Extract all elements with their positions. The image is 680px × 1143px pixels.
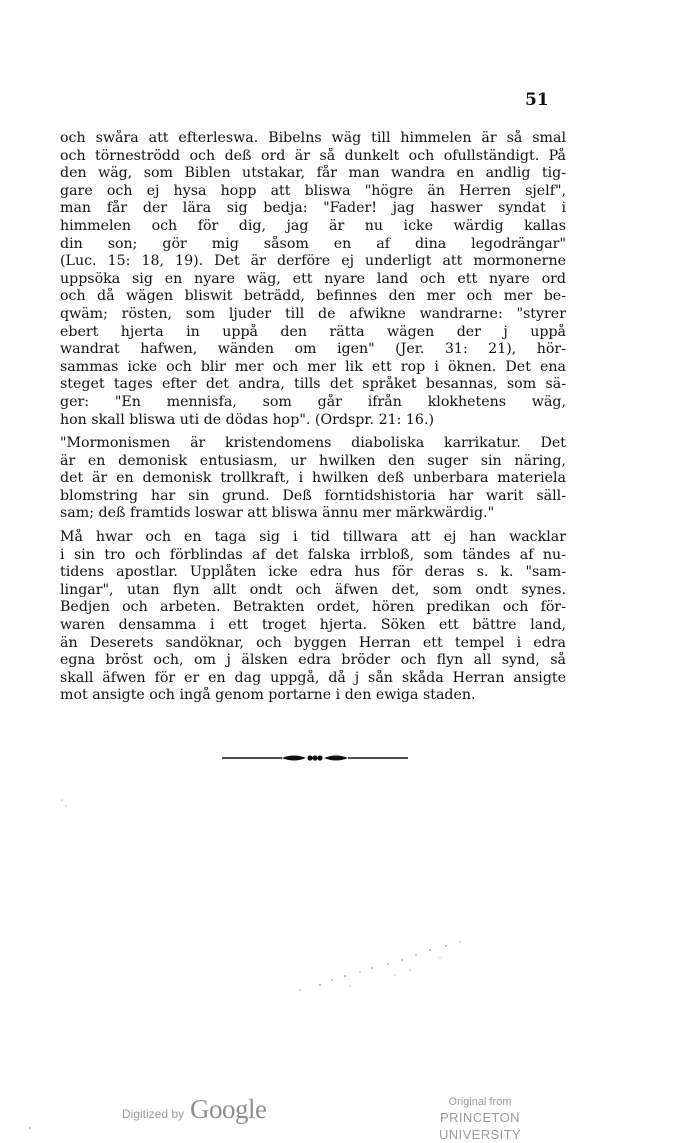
text-line: tidens apostlar. Upplåten icke edra hus för deras s. k. "sam- bbox=[60, 564, 566, 581]
text-line: himmelen och för dig, jag är nu icke wärdig kallas bbox=[60, 217, 566, 234]
text-line: och törneströdd och deß ord är så dunkelt och ofullständigt. På bbox=[60, 147, 566, 164]
text-line: det är en demonisk trollkraft, i hwilken deß unberbara materiela bbox=[60, 470, 566, 487]
text-line: din son; gör mig såsom en af dina legodrängar" bbox=[60, 235, 566, 252]
original-from-label: Original from bbox=[448, 1096, 512, 1108]
text-line: och swåra att efterleswa. Bibelns wäg till himmelen är så smal bbox=[60, 130, 566, 146]
text-line: i sin tro och förblindas af det falska irrbloß, som tändes af nu- bbox=[60, 546, 566, 563]
text-line: den wäg, som Biblen utstakar, får man wandra en andlig tig- bbox=[60, 165, 566, 182]
text-line: egna bröst och, om j älsken edra bröder och flyn all synd, så bbox=[60, 652, 566, 669]
text-line: än Deserets sandöknar, och byggen Herran ett tempel i edra bbox=[60, 634, 566, 651]
text-line: mot ansigte och ingå genom portarne i den ewiga staden. bbox=[60, 687, 476, 704]
text-line: man får der lära sig bedja: "Fader! jag haswer syndat i bbox=[60, 200, 566, 217]
text-line: är en demonisk entusiasm, ur hwilken den suger sin näring, bbox=[60, 452, 566, 469]
paragraph bbox=[60, 435, 566, 523]
text-line: blomstring har sin grund. Deß forntidshistoria har warit säll- bbox=[60, 487, 566, 504]
digitized-by-watermark bbox=[122, 1094, 267, 1125]
text-line: hon skall bliswa uti de dödas hop". (Ordspr. 21: 16.) bbox=[60, 411, 435, 428]
text-line: lingar", utan flyn allt ondt och äfwen det, som ondt synes. bbox=[60, 581, 566, 598]
page-number: 51 bbox=[525, 90, 549, 110]
text-line: "Mormonismen är kristendomens diaboliska karrikatur. Det bbox=[60, 435, 566, 452]
text-line: Må hwar och en taga sig i tid tillwara att ej han wacklar bbox=[60, 529, 566, 546]
google-logo: Google bbox=[190, 1094, 267, 1124]
text-line: waren densamma i ett troget hjerta. Söken ett bättre land, bbox=[60, 617, 566, 634]
text-line: och då wägen bliswit beträdd, befinnes den mer och mer be- bbox=[60, 288, 566, 305]
ornament-divider bbox=[222, 750, 408, 766]
text-line: ebert hjerta in uppå den rätta wägen der j uppå bbox=[60, 323, 566, 340]
text-line: Bedjen och arbeten. Betrakten ordet, hören predikan och för- bbox=[60, 599, 566, 616]
paragraph bbox=[60, 529, 566, 705]
paragraph bbox=[60, 130, 566, 429]
text-line: sam; deß framtids loswar att bliswa ännu mer märkwärdig." bbox=[60, 505, 495, 522]
university-label: PRINCETON UNIVERSITY bbox=[438, 1110, 521, 1142]
digitized-by-label: Digitized by bbox=[122, 1107, 185, 1121]
text-line: uppsöka sig en nyare wäg, ett nyare land och ett nyare ord bbox=[60, 270, 566, 287]
text-line: wandrat hafwen, wänden om igen" (Jer. 31: 21), hör- bbox=[60, 341, 566, 358]
text-line: (Luc. 15: 18, 19). Det är derföre ej underligt att mormonerne bbox=[60, 253, 566, 270]
text-line: sammas icke och blir mer och mer lik ett rop i öknen. Det ena bbox=[60, 358, 566, 375]
text-line: gare och ej hysa hopp att bliswa "högre än Herren sjelf", bbox=[60, 182, 566, 199]
text-line: steget tages efter det andra, tills det språket besannas, som sä- bbox=[60, 376, 566, 393]
text-line: qwäm; rösten, som ljuder till de afwikne wandrarne: "styrer bbox=[60, 305, 566, 322]
text-line: ger: "En mennisfa, som går ifrån klokhetens wäg, bbox=[60, 393, 566, 410]
body-text bbox=[60, 130, 566, 705]
original-source-watermark bbox=[400, 1095, 560, 1143]
text-line: skall äfwen för er en dag uppgå, då j sån skåda Herran ansigte bbox=[60, 669, 566, 686]
